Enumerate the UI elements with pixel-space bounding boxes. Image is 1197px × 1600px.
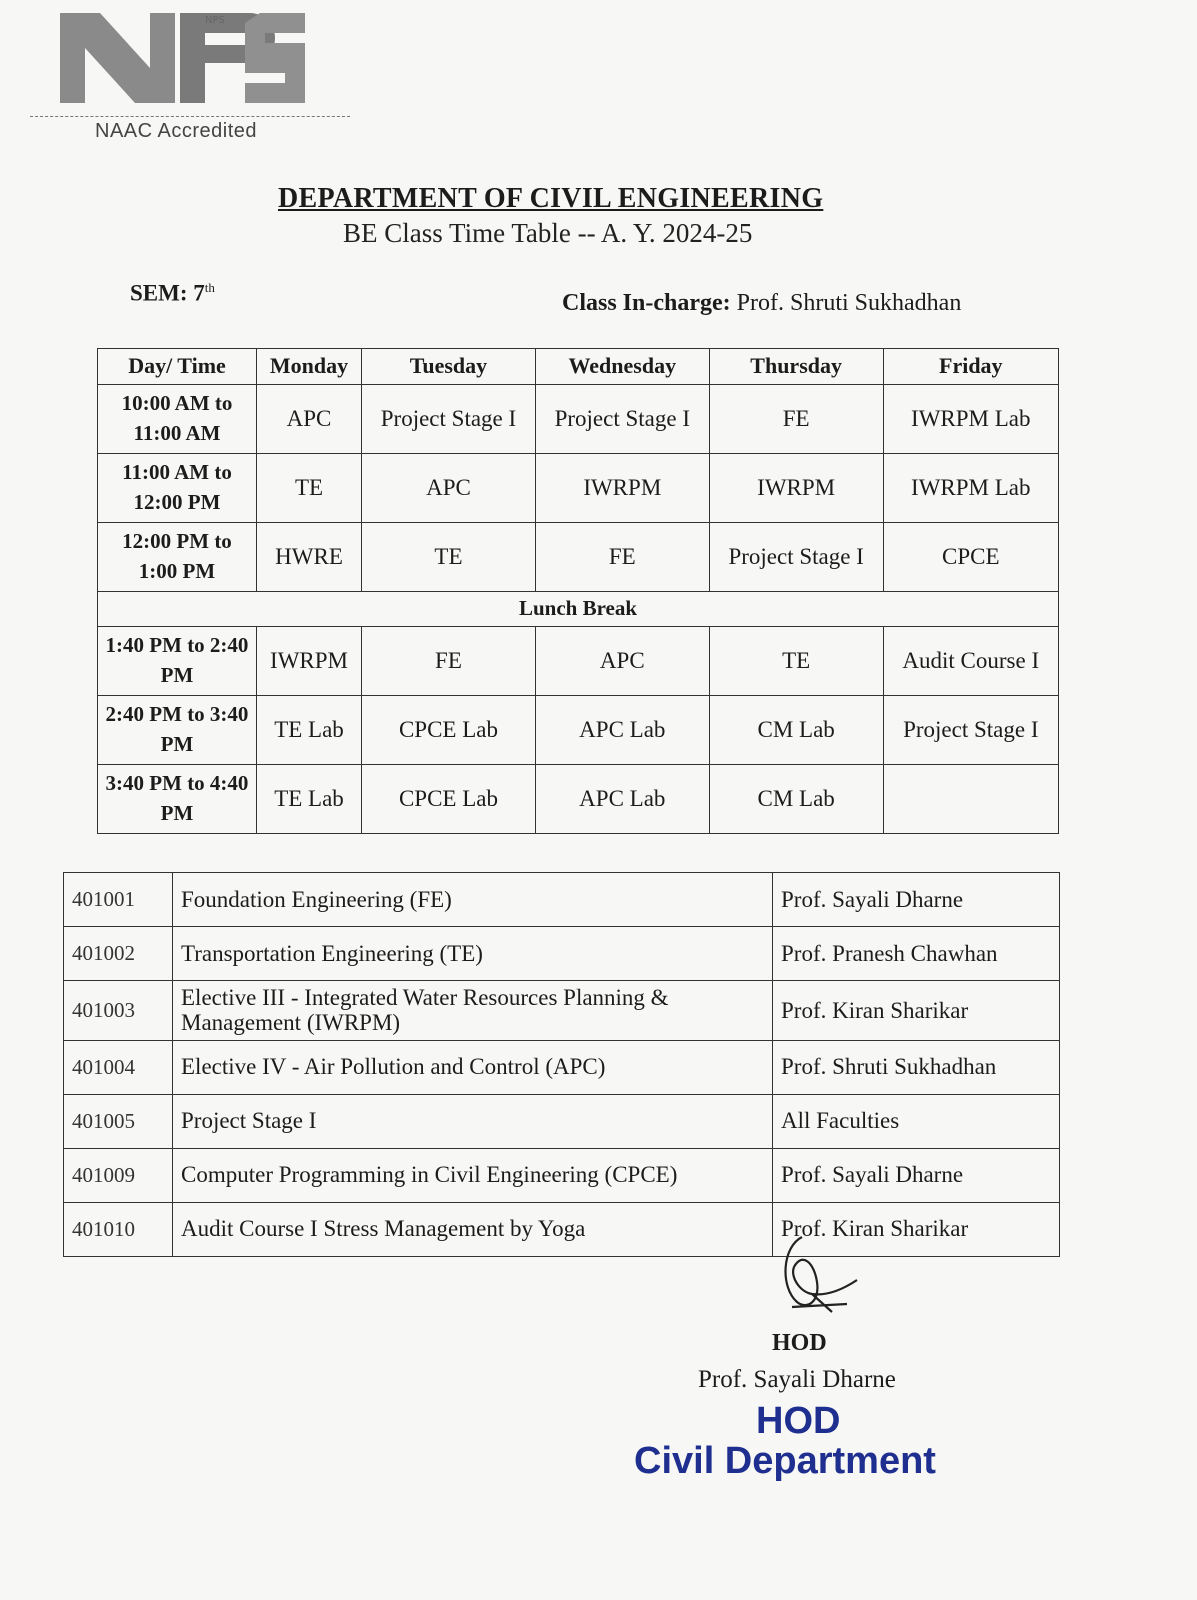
timetable-cell: Project Stage I: [535, 384, 709, 453]
time-slot: 3:40 PM to 4:40 PM: [98, 764, 257, 833]
subject-table: [63, 872, 1060, 1257]
subject-code: 401002: [64, 927, 173, 981]
subject-faculty: Prof. Sayali Dharne: [773, 873, 1060, 927]
timetable-cell: IWRPM: [257, 626, 362, 695]
subject-row: [64, 1040, 1060, 1094]
subject-name: Foundation Engineering (FE): [173, 873, 773, 927]
timetable-cell: IWRPM: [709, 453, 883, 522]
timetable-cell: TE Lab: [257, 764, 362, 833]
subject-code: 401010: [64, 1202, 173, 1256]
time-slot: 1:40 PM to 2:40 PM: [98, 626, 257, 695]
subject-name: Project Stage I: [173, 1094, 773, 1148]
subject-faculty: Prof. Pranesh Chawhan: [773, 927, 1060, 981]
subject-name: Audit Course I Stress Management by Yoga: [173, 1202, 773, 1256]
hod-name: Prof. Sayali Dharne: [698, 1366, 896, 1393]
timetable-cell: HWRE: [257, 522, 362, 591]
timetable: [97, 348, 1059, 834]
stamp-department: Civil Department: [634, 1440, 936, 1482]
incharge-label: Class In-charge:: [562, 290, 731, 316]
day-header-monday: Monday: [257, 349, 362, 385]
timetable-row: [98, 384, 1059, 453]
time-slot: 12:00 PM to 1:00 PM: [98, 522, 257, 591]
logo-text: NPS: [205, 15, 225, 26]
timetable-cell: FE: [709, 384, 883, 453]
timetable-cell: APC Lab: [535, 764, 709, 833]
timetable-cell: Project Stage I: [883, 695, 1058, 764]
incharge-name: Prof. Shruti Sukhadhan: [736, 290, 962, 316]
subject-code: 401004: [64, 1040, 173, 1094]
subject-name: Elective III - Integrated Water Resources Planning & Management (IWRPM): [173, 981, 773, 1041]
timetable-cell: APC: [362, 453, 536, 522]
logo-divider: [30, 116, 350, 117]
subject-code: 401001: [64, 873, 173, 927]
timetable-cell: TE: [362, 522, 536, 591]
day-header-thursday: Thursday: [709, 349, 883, 385]
timetable-row: [98, 522, 1059, 591]
timetable-subtitle: BE Class Time Table -- A. Y. 2024-25: [343, 218, 753, 248]
subject-row: [64, 1202, 1060, 1256]
timetable-cell: CPCE Lab: [362, 764, 536, 833]
day-header-friday: Friday: [883, 349, 1058, 385]
timetable-cell: TE: [257, 453, 362, 522]
subject-row: [64, 873, 1060, 927]
hod-label: HOD: [772, 1330, 827, 1356]
timetable-cell: APC Lab: [535, 695, 709, 764]
subject-faculty: Prof. Shruti Sukhadhan: [773, 1040, 1060, 1094]
day-header-tuesday: Tuesday: [362, 349, 536, 385]
timetable-cell: FE: [535, 522, 709, 591]
timetable-cell: IWRPM: [535, 453, 709, 522]
hod-signature: [772, 1232, 862, 1322]
lunch-break: Lunch Break: [98, 591, 1059, 626]
timetable-header-row: [98, 349, 1059, 385]
stamp-hod: HOD: [756, 1400, 841, 1442]
timetable-cell: IWRPM Lab: [883, 453, 1058, 522]
subject-row: [64, 1148, 1060, 1202]
timetable-cell: CM Lab: [709, 764, 883, 833]
semester-suffix: th: [204, 280, 215, 295]
timetable-cell: Audit Course I: [883, 626, 1058, 695]
subject-code: 401005: [64, 1094, 173, 1148]
timetable-row: [98, 626, 1059, 695]
timetable-cell: APC: [257, 384, 362, 453]
subject-code: 401003: [64, 981, 173, 1041]
subject-code: 401009: [64, 1148, 173, 1202]
timetable-cell: TE Lab: [257, 695, 362, 764]
subject-name: Transportation Engineering (TE): [173, 927, 773, 981]
time-slot: 2:40 PM to 3:40 PM: [98, 695, 257, 764]
timetable-row: [98, 695, 1059, 764]
subject-row: [64, 1094, 1060, 1148]
subject-row: [64, 981, 1060, 1041]
timetable-cell: TE: [709, 626, 883, 695]
timetable-cell: Project Stage I: [709, 522, 883, 591]
timetable-cell: FE: [362, 626, 536, 695]
timetable-cell: CPCE Lab: [362, 695, 536, 764]
lunch-row: [98, 591, 1059, 626]
timetable-cell: [883, 764, 1058, 833]
timetable-row: [98, 453, 1059, 522]
subject-name: Computer Programming in Civil Engineering (CPCE): [173, 1148, 773, 1202]
time-slot: 11:00 AM to 12:00 PM: [98, 453, 257, 522]
subject-row: [64, 927, 1060, 981]
subject-faculty: Prof. Sayali Dharne: [773, 1148, 1060, 1202]
timetable-cell: CM Lab: [709, 695, 883, 764]
semester-text: SEM: 7: [130, 280, 205, 306]
time-slot: 10:00 AM to 11:00 AM: [98, 384, 257, 453]
semester-label: [130, 280, 215, 307]
timetable-cell: CPCE: [883, 522, 1058, 591]
subject-faculty: All Faculties: [773, 1094, 1060, 1148]
subject-faculty: Prof. Kiran Sharikar: [773, 981, 1060, 1041]
department-title: DEPARTMENT OF CIVIL ENGINEERING: [278, 183, 824, 214]
corner-header: Day/ Time: [98, 349, 257, 385]
timetable-cell: APC: [535, 626, 709, 695]
timetable-cell: Project Stage I: [362, 384, 536, 453]
subject-name: Elective IV - Air Pollution and Control (APC): [173, 1040, 773, 1094]
accreditation-text: NAAC Accredited: [95, 120, 258, 142]
day-header-wednesday: Wednesday: [535, 349, 709, 385]
timetable-cell: IWRPM Lab: [883, 384, 1058, 453]
subject-faculty: Prof. Kiran Sharikar: [773, 1202, 1060, 1256]
class-incharge: [562, 290, 961, 317]
timetable-row: [98, 764, 1059, 833]
